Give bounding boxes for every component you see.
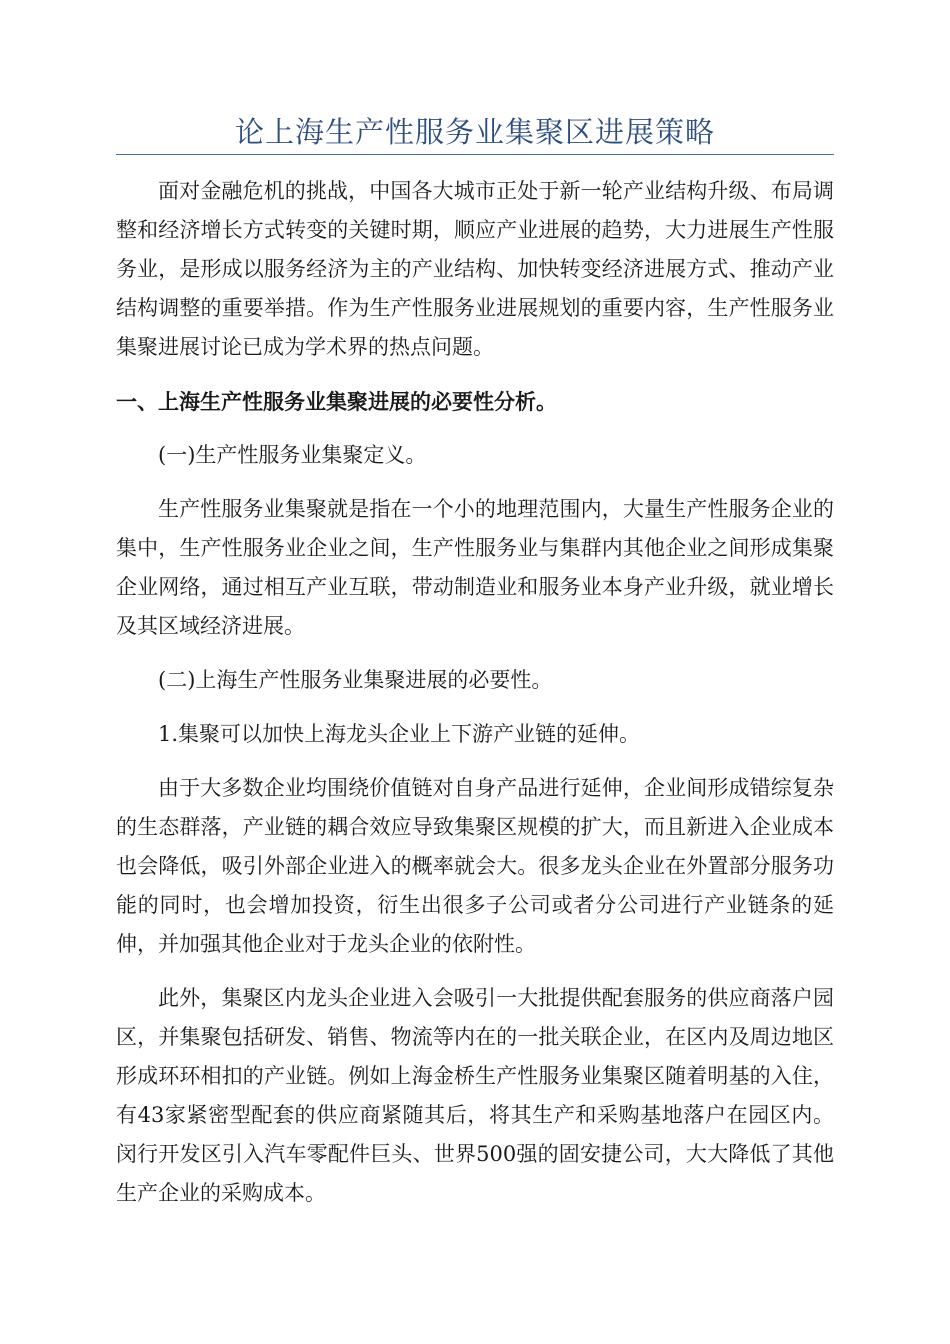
definition-paragraph: 生产性服务业集聚就是指在一个小的地理范围内，大量生产性服务企业的集中，生产性服务业企业之间，生产性服务业与集群内其他企业之间形成集聚企业网络，通过相互产业互联，带动制造业和服务业本身产业升级，就业增长及其区域经济进展。 bbox=[116, 497, 834, 638]
subsection-heading-1: (一)生产性服务业集聚定义。 bbox=[158, 443, 427, 467]
document-body bbox=[116, 172, 834, 1228]
point-heading-1: 1.集聚可以加快上海龙头企业上下游产业链的延伸。 bbox=[158, 722, 641, 746]
subsection-heading-2: (二)上海生产性服务业集聚进展的必要性。 bbox=[158, 668, 553, 692]
intro-paragraph: 面对金融危机的挑战，中国各大城市正处于新一轮产业结构升级、布局调整和经济增长方式转变的关键时期，顺应产业进展的趋势，大力进展生产性服务业，是形成以服务经济为主的产业结构、加快转变经济进展方式、推动产业结构调整的重要举措。作为生产性服务业进展规划的重要内容，生产性服务业集聚进展讨论已成为学术界的热点问题。 bbox=[116, 179, 834, 359]
section-heading-1: 一、上海生产性服务业集聚进展的必要性分析。 bbox=[116, 389, 557, 414]
title-underline bbox=[116, 154, 834, 155]
body-paragraph-2: 此外，集聚区内龙头企业进入会吸引一大批提供配套服务的供应商落户园区，并集聚包括研发、销售、物流等内在的一批关联企业，在区内及周边地区形成环环相扣的产业链。例如上海金桥生产性服务业集聚区随着明基的入住，有43家紧密型配套的供应商紧随其后，将其生产和采购基地落户在园区内。闵行开发区引入汽车零配件巨头、世界500强的固安捷公司，大大降低了其他生产企业的采购成本。 bbox=[116, 986, 834, 1205]
document-title: 论上海生产性服务业集聚区进展策略 bbox=[234, 115, 715, 149]
body-paragraph-1: 由于大多数企业均围绕价值链对自身产品进行延伸，企业间形成错综复杂的生态群落，产业链的耦合效应导致集聚区规模的扩大，而且新进入企业成本也会降低，吸引外部企业进入的概率就会大。很多龙头企业在外置部分服务功能的同时，也会增加投资，衍生出很多子公司或者分公司进行产业链条的延伸，并加强其他企业对于龙头企业的依附性。 bbox=[116, 776, 834, 956]
